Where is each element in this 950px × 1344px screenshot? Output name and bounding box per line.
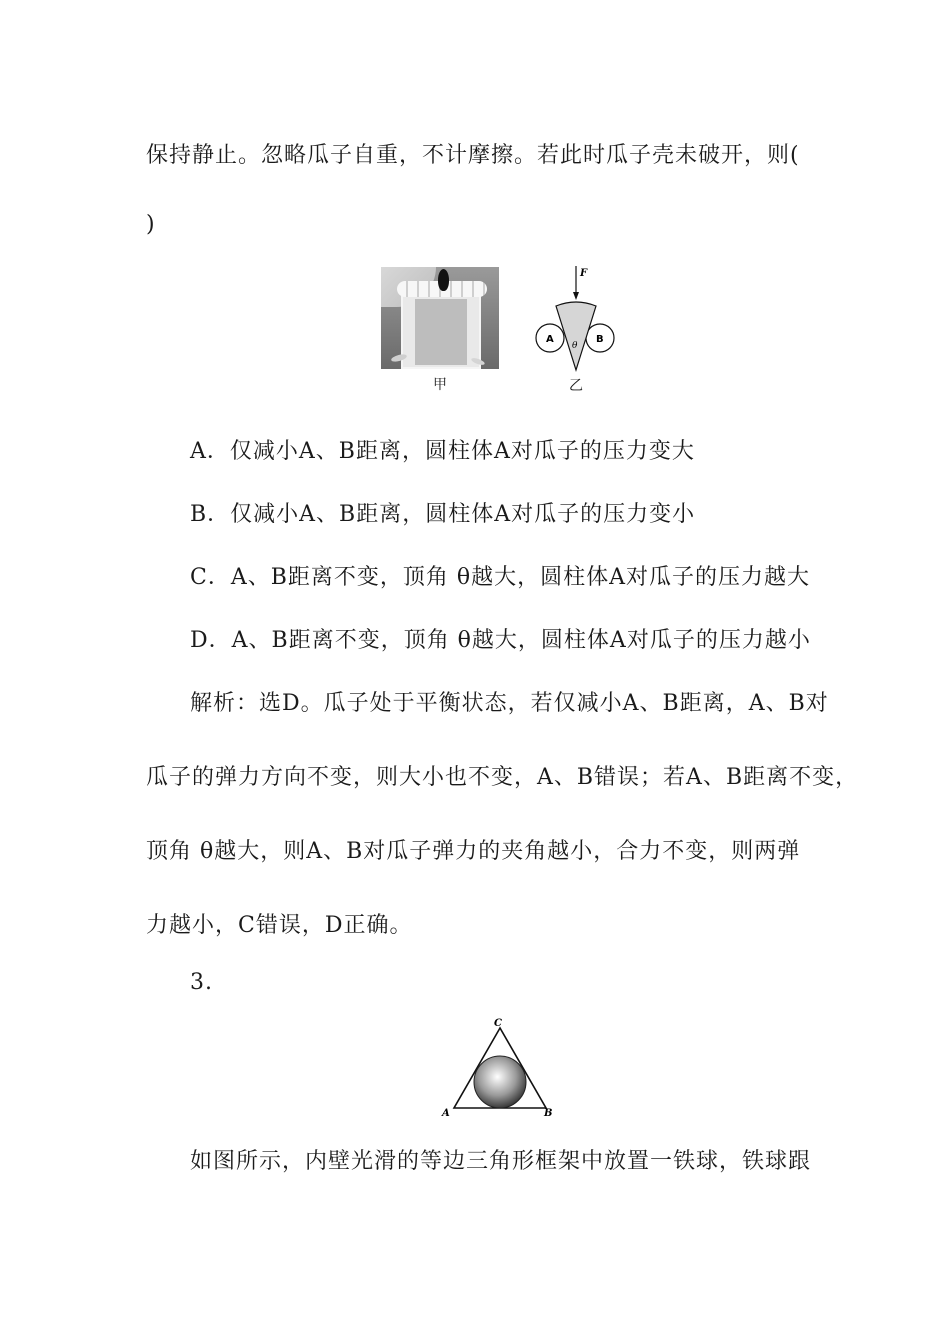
figure-wedge-diagram <box>530 262 620 392</box>
solution-line-3: 顶角 θ越大，则A、B对瓜子弹力的夹角越小，合力不变，则两弹 <box>146 839 801 864</box>
option-d: D．A、B距离不变，顶角 θ越大，圆柱体A对瓜子的压力越小 <box>190 628 811 653</box>
vertex-a-label: A <box>442 1108 450 1119</box>
vertex-b-label: B <box>544 1108 553 1119</box>
solution-line-2: 瓜子的弹力方向不变，则大小也不变，A、B错误；若A、B距离不变， <box>146 765 859 790</box>
figure-photo <box>381 267 499 369</box>
option-b: B．仅减小A、B距离，圆柱体A对瓜子的压力变小 <box>190 502 696 527</box>
force-label: F <box>580 268 588 279</box>
caption-yi: 乙 <box>569 378 583 394</box>
solution-line-1: 解析：选D。瓜子处于平衡状态，若仅减小A、B距离，A、B对 <box>190 691 829 716</box>
angle-label: θ <box>572 341 578 351</box>
question-number: 3. <box>190 970 213 995</box>
text-line-2: ) <box>146 212 156 237</box>
vertex-c-label: C <box>494 1018 502 1029</box>
option-a: A．仅减小A、B距离，圆柱体A对瓜子的压力变大 <box>190 439 695 464</box>
question-3-text: 如图所示，内壁光滑的等边三角形框架中放置一铁球，铁球跟 <box>190 1149 812 1174</box>
seed-icon <box>438 269 449 291</box>
option-c: C．A、B距离不变，顶角 θ越大，圆柱体A对瓜子的压力越大 <box>190 565 811 590</box>
figure-triangle-ball <box>438 1016 562 1122</box>
circle-a-label: A <box>546 334 554 345</box>
caption-jia: 甲 <box>433 377 447 393</box>
solution-line-4: 力越小，C错误，D正确。 <box>146 913 413 938</box>
circle-b-label: B <box>596 334 604 345</box>
text-line-1: 保持静止。忽略瓜子自重，不计摩擦。若此时瓜子壳未破开，则( <box>146 143 800 168</box>
iron-ball <box>474 1056 526 1108</box>
